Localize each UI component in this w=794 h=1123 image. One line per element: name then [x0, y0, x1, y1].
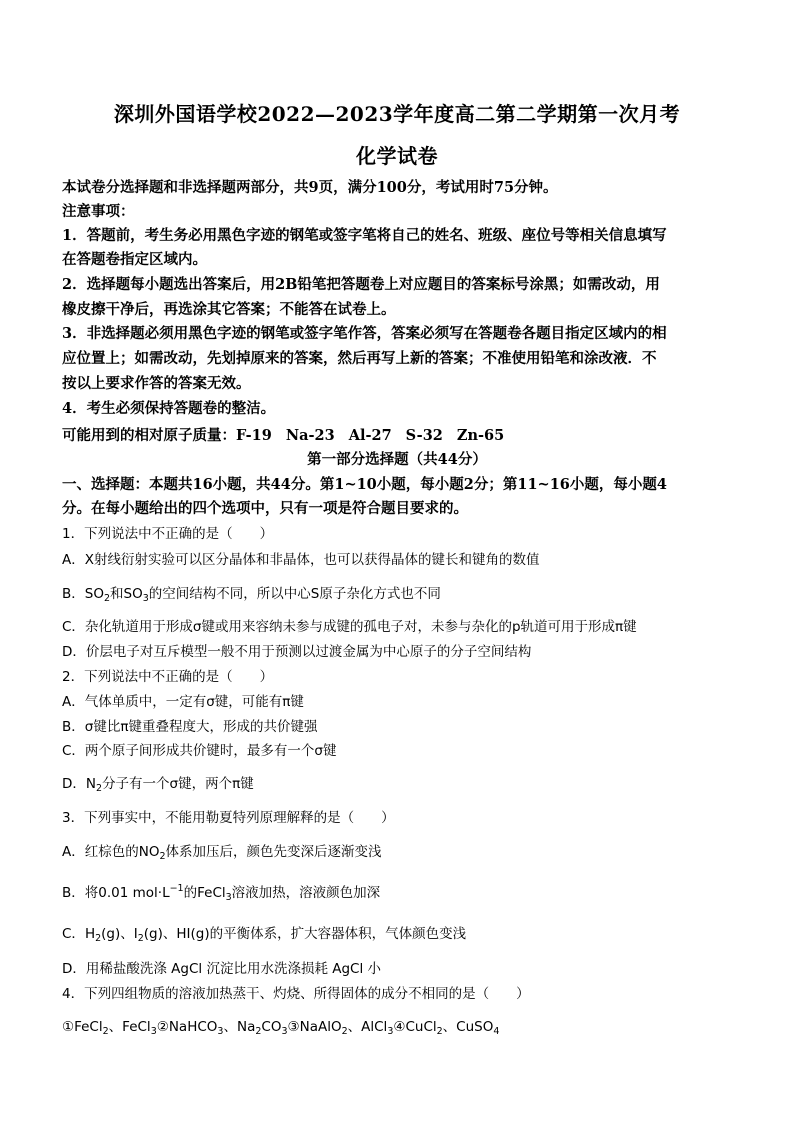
note-1b: 在答题卷指定区域内。 — [62, 251, 207, 268]
part1-heading: 第一部分选择题（共44分） — [307, 451, 487, 468]
exam-subject-title: 化学试卷 — [356, 144, 438, 168]
q3-stem: 3．下列事实中，不能用勒夏特列原理解释的是（ ） — [62, 810, 395, 826]
note-2a: 2．选择题每小题选出答案后，用2B铅笔把答题卷上对应题目的答案标号涂黑；如需改动，用 — [62, 276, 660, 293]
note-3b: 应位置上；如需改动，先划掉原来的答案，然后再写上新的答案；不准使用铅笔和涂改液．不 — [62, 350, 657, 367]
q2-option-b: B．σ键比π键重叠程度大，形成的共价键强 — [62, 719, 318, 735]
note-3c: 按以上要求作答的答案无效。 — [62, 375, 251, 392]
q2-option-c: C．两个原子间形成共价键时，最多有一个σ键 — [62, 743, 337, 759]
notes-heading: 注意事项： — [62, 203, 135, 220]
q3-option-b: B．将0.01 $mol\cdot L^{-1}$的FeCl$_3$溶液加热，溶液颜色加深 — [62, 883, 381, 901]
atomic-masses — [62, 424, 738, 445]
note-1a: 1．答题前，考生务必用黑色字迹的钢笔或签字笔将自己的姓名、班级、座位号等相关信息填写 — [62, 227, 667, 244]
q3-option-a: A．红棕色的$NO_2$体系加压后，颜色先变深后逐渐变浅 — [62, 844, 382, 860]
q3-option-c: C．$H_2(g)$、$I_2(g)$、HI(g)的平衡体系，扩大容器体积，气体颜色变浅 — [62, 926, 467, 942]
section1-instructions-a: 一、选择题：本题共16小题，共44分。第1~10小题，每小题2分；第11~16小题，每小题4 — [62, 476, 667, 493]
q4-groups: ①FeCl$_2$、FeCl$_3$②NaHCO$_3$、$Na_2CO_3③NaAlO_2$、AlCl$_3$④CuCl$_2$、CuSO$_4$ — [62, 1019, 500, 1035]
q2-option-a: A．气体单质中，一定有σ键，可能有π键 — [62, 694, 304, 710]
atomic-mass-item: S-32 — [405, 427, 443, 444]
atomic-mass-item: Zn-65 — [456, 427, 505, 444]
atomic-mass-item: Na-23 — [285, 427, 335, 444]
atomic-masses-label: 可能用到的相对原子质量： — [62, 427, 236, 444]
atomic-mass-item: F-19 — [236, 427, 272, 444]
section1-instructions-b: 分。在每小题给出的四个选项中，只有一项是符合题目要求的。 — [62, 500, 468, 517]
atomic-mass-item: Al-27 — [348, 427, 392, 444]
q2-stem: 2．下列说法中不正确的是（ ） — [62, 669, 274, 685]
note-3a: 3．非选择题必须用黑色字迹的钢笔或签字笔作答，答案必须写在答题卷各题目指定区域内的相 — [62, 325, 667, 342]
intro-text: 本试卷分选择题和非选择题两部分，共9页，满分100分，考试用时75分钟。 — [62, 179, 558, 196]
q1-option-c: C．杂化轨道用于形成σ键或用来容纳未参与成键的孤电子对，未参与杂化的p轨道可用于形成π键 — [62, 619, 637, 635]
q1-option-d: D．价层电子对互斥模型一般不用于预测以过渡金属为中心原子的分子空间结构 — [62, 644, 532, 660]
q1-option-a: A．X射线衍射实验可以区分晶体和非晶体，也可以获得晶体的键长和键角的数值 — [62, 552, 540, 568]
q3-option-d: D．用稀盐酸洗涤 AgCl 沉淀比用水洗涤损耗 AgCl 小 — [62, 961, 382, 977]
q4-stem: 4．下列四组物质的溶液加热蒸干、灼烧、所得固体的成分不相同的是（ ） — [62, 986, 530, 1002]
exam-title: 深圳外国语学校2022—2023学年度高二第二学期第一次月考 — [113, 102, 681, 126]
note-2b: 橡皮擦干净后，再选涂其它答案；不能答在试卷上。 — [62, 301, 396, 318]
note-4: 4．考生必须保持答题卷的整洁。 — [62, 400, 276, 417]
q1-stem: 1．下列说法中不正确的是（ ） — [62, 526, 274, 542]
q2-option-d: D．$N_2$分子有一个σ键，两个π键 — [62, 776, 254, 792]
q1-option-b: B．$SO_2$和$SO_3$的空间结构不同，所以中心S原子杂化方式也不同 — [62, 586, 441, 602]
